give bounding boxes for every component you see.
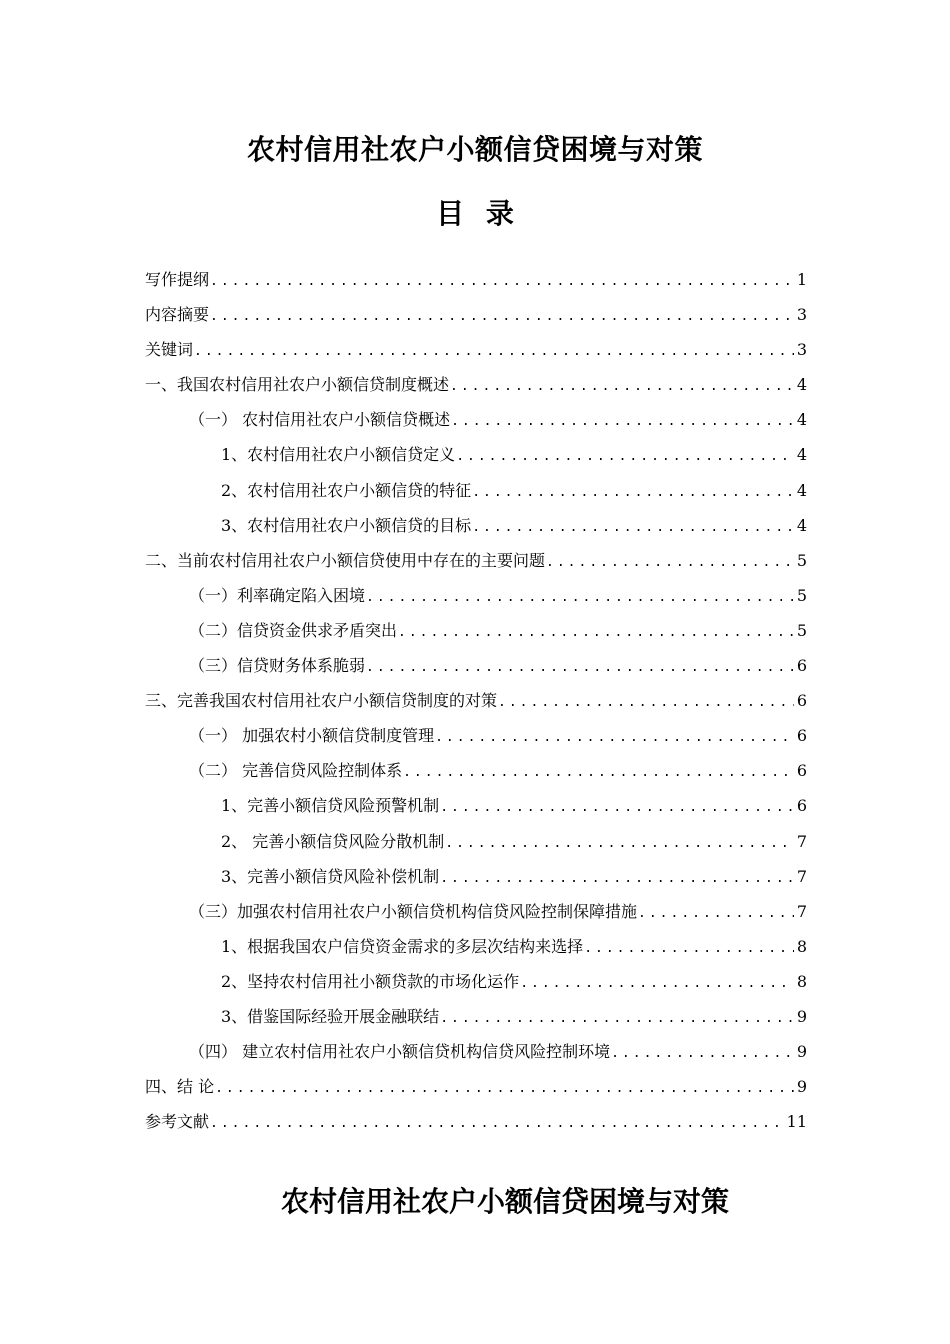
- toc-entry[interactable]: [145, 1104, 807, 1139]
- section-title: 农村信用社农户小额信贷困境与对策: [280, 1185, 729, 1218]
- toc-entry-page-number: 8: [796, 936, 807, 956]
- document-title: 农村信用社农户小额信贷困境与对策: [246, 133, 703, 166]
- toc-entry[interactable]: [145, 1034, 807, 1069]
- toc-entry-label: （三）信贷财务体系脆弱: [189, 656, 366, 676]
- toc-entry-label: 写作提纲: [145, 270, 210, 289]
- toc-entry-label: （二）信贷资金供求矛盾突出: [189, 620, 398, 640]
- toc-entry-page-number: 4: [796, 515, 807, 535]
- toc-dot-leader: [472, 475, 794, 510]
- toc-entry-page-number: 9: [796, 1077, 807, 1097]
- toc-dot-leader: [584, 931, 794, 966]
- toc-dot-leader: [403, 755, 794, 790]
- toc-entry-label: 关键词: [145, 340, 194, 360]
- toc-dot-leader: [546, 545, 794, 580]
- toc-dot-leader: [440, 861, 794, 896]
- toc-entry-label: 1、农村信用社农户小额信贷定义: [221, 445, 456, 465]
- toc-entry-page-number: 5: [796, 550, 807, 570]
- toc-entry-page-number: 5: [796, 585, 807, 605]
- toc-dot-leader: [520, 966, 794, 1001]
- toc-entry[interactable]: [145, 1069, 807, 1104]
- toc-dot-leader: [451, 404, 794, 439]
- toc-dot-leader: [210, 264, 794, 299]
- toc-entry-label: 1、完善小额信贷风险预警机制: [221, 796, 440, 816]
- toc-entry-label: （二） 完善信贷风险控制体系: [189, 761, 403, 781]
- toc-entry-page-number: 4: [796, 480, 807, 500]
- toc-entry-label: （一）利率确定陷入困境: [189, 585, 366, 605]
- toc-dot-leader: [498, 685, 794, 720]
- toc-entry-label: （三）加强农村信用社农户小额信贷机构信贷风险控制保障措施: [189, 901, 638, 921]
- toc-dot-leader: [366, 580, 794, 615]
- toc-dot-leader: [398, 615, 794, 650]
- toc-entry[interactable]: [145, 824, 807, 859]
- toc-entry-page-number: 6: [796, 656, 807, 676]
- toc-entry-page-number: 6: [796, 691, 807, 711]
- toc-entry-page-number: 6: [796, 796, 807, 816]
- toc-entry-page-number: 3: [796, 305, 807, 325]
- toc-entry[interactable]: [145, 964, 807, 999]
- toc-dot-leader: [638, 896, 794, 931]
- toc-entry[interactable]: [145, 753, 807, 788]
- toc-dot-leader: [194, 334, 794, 369]
- toc-entry-page-number: 6: [796, 761, 807, 781]
- toc-entry-page-number: 11: [786, 1112, 807, 1132]
- toc-dot-leader: [210, 1106, 784, 1141]
- toc-entry[interactable]: [145, 437, 807, 472]
- toc-heading-char-2: 录: [485, 197, 514, 230]
- toc-entry-page-number: 9: [796, 1042, 807, 1062]
- toc-dot-leader: [366, 650, 794, 685]
- toc-entry-page-number: 7: [796, 831, 807, 851]
- toc-entry[interactable]: [145, 543, 807, 578]
- toc-dot-leader: [435, 720, 794, 755]
- toc-entry-page-number: 6: [796, 726, 807, 746]
- toc-entry[interactable]: [145, 999, 807, 1034]
- toc-entry-label: 参考文献: [145, 1112, 210, 1132]
- toc-heading: [0, 192, 950, 232]
- toc-dot-leader: [445, 826, 794, 861]
- toc-dot-leader: [440, 790, 794, 825]
- toc-entry-label: 二、当前农村信用社农户小额信贷使用中存在的主要问题: [145, 550, 546, 570]
- toc-entry[interactable]: [145, 788, 807, 823]
- toc-entry-page-number: 7: [796, 901, 807, 921]
- toc-entry-page-number: 8: [796, 971, 807, 991]
- toc-entry[interactable]: [145, 367, 807, 402]
- toc-entry-label: 1、根据我国农户信贷资金需求的多层次结构来选择: [221, 936, 584, 956]
- toc-entry-label: 2、农村信用社农户小额信贷的特征: [221, 480, 472, 500]
- toc-entry[interactable]: [145, 508, 807, 543]
- toc-entry-label: 三、完善我国农村信用社农户小额信贷制度的对策: [145, 691, 498, 711]
- toc-entry[interactable]: [145, 894, 807, 929]
- toc-entry[interactable]: [145, 718, 807, 753]
- toc-entry-page-number: 4: [796, 445, 807, 465]
- toc-entry-page-number: 4: [796, 410, 807, 430]
- toc-dot-leader: [472, 510, 794, 545]
- toc-entry[interactable]: [145, 929, 807, 964]
- toc-entry[interactable]: [145, 613, 807, 648]
- toc-entry-page-number: 1: [796, 270, 807, 289]
- toc-dot-leader: [450, 369, 794, 404]
- toc-entry-page-number: 7: [796, 866, 807, 886]
- toc-entry[interactable]: [145, 473, 807, 508]
- toc-entry-label: 四、结 论: [145, 1077, 215, 1097]
- toc-entry[interactable]: [145, 578, 807, 613]
- toc-entry[interactable]: [145, 332, 807, 367]
- toc-entry[interactable]: [145, 648, 807, 683]
- toc-entry[interactable]: [145, 297, 807, 332]
- toc-entry-label: 3、农村信用社农户小额信贷的目标: [221, 515, 472, 535]
- toc-entry-page-number: 4: [796, 375, 807, 395]
- toc-dot-leader: [456, 439, 794, 474]
- toc-entry-label: 3、借鉴国际经验开展金融联结: [221, 1006, 440, 1026]
- toc-entry-label: 内容摘要: [145, 305, 210, 325]
- toc-entry-page-number: 9: [796, 1006, 807, 1026]
- toc-heading-char-1: 目: [436, 197, 465, 230]
- toc-entry-label: 3、完善小额信贷风险补偿机制: [221, 866, 440, 886]
- toc-entry-label: （四） 建立农村信用社农户小额信贷机构信贷风险控制环境: [189, 1042, 611, 1062]
- toc-dot-leader: [215, 1071, 794, 1106]
- table-of-contents: [145, 262, 807, 1139]
- toc-entry-page-number: 5: [796, 620, 807, 640]
- toc-entry-label: 2、坚持农村信用社小额贷款的市场化运作: [221, 971, 520, 991]
- toc-dot-leader: [611, 1036, 794, 1071]
- toc-dot-leader: [210, 299, 794, 334]
- toc-entry[interactable]: [145, 683, 807, 718]
- toc-entry-label: （一） 加强农村小额信贷制度管理: [189, 726, 435, 746]
- toc-entry-page-number: 3: [796, 340, 807, 360]
- toc-entry-label: 2、 完善小额信贷风险分散机制: [221, 831, 445, 851]
- toc-entry[interactable]: [145, 262, 807, 297]
- toc-dot-leader: [440, 1001, 794, 1036]
- toc-entry-label: 一、我国农村信用社农户小额信贷制度概述: [145, 375, 450, 395]
- toc-entry-label: （一） 农村信用社农户小额信贷概述: [189, 410, 451, 430]
- toc-entry[interactable]: [145, 859, 807, 894]
- toc-entry[interactable]: [145, 402, 807, 437]
